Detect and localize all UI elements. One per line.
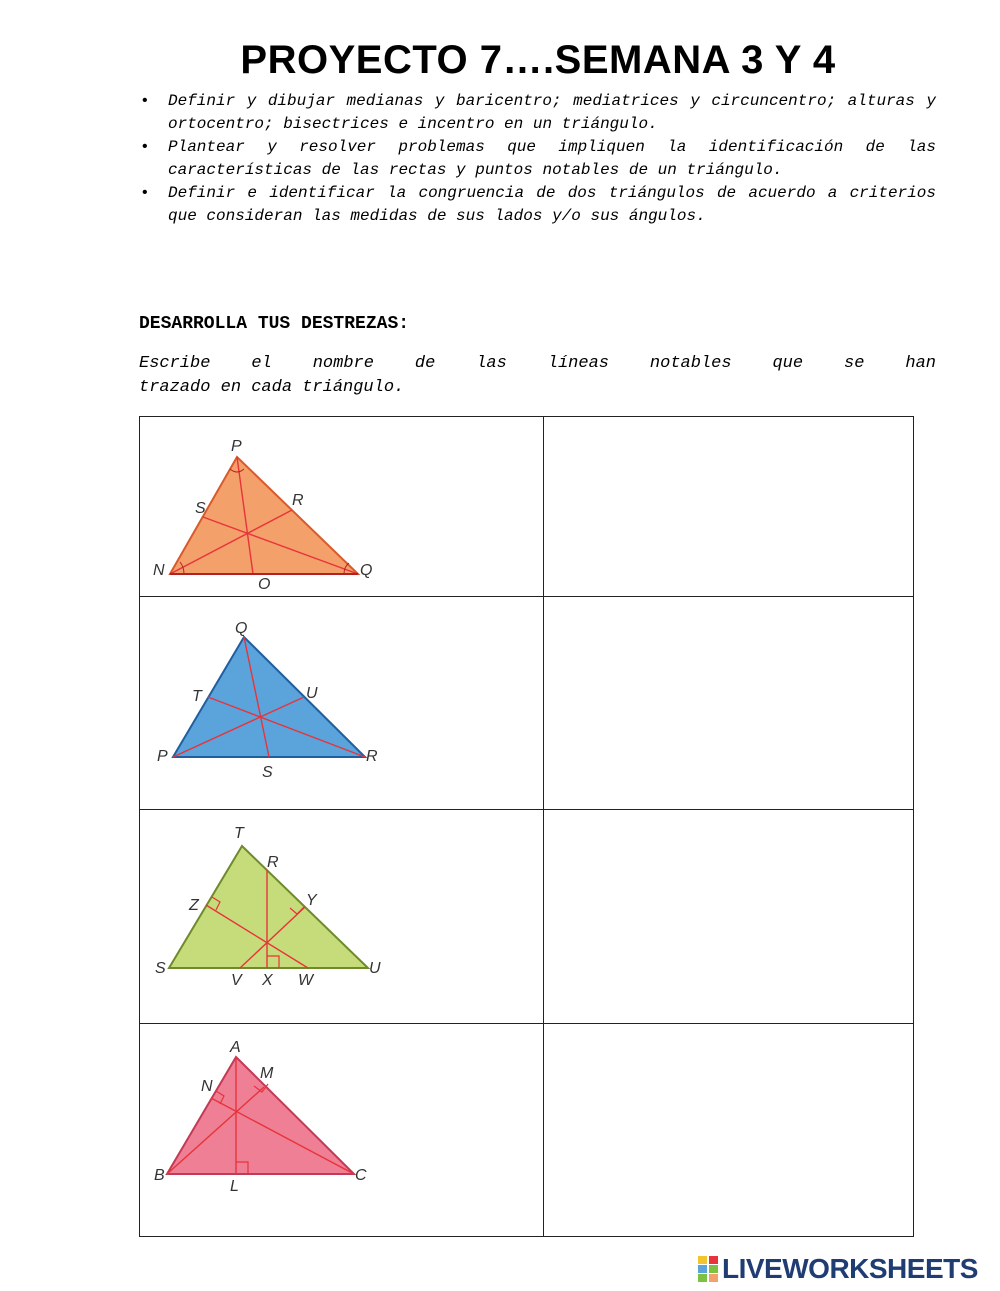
point-label: L <box>230 1178 239 1195</box>
vertex-label: B <box>154 1167 165 1184</box>
page-title: PROYECTO 7….SEMANA 3 Y 4 <box>240 38 836 82</box>
table-row <box>140 1024 914 1237</box>
point-label: R <box>267 854 279 871</box>
point-label: Z <box>189 897 199 914</box>
vertex-label: Q <box>235 620 248 637</box>
instruction-line-2: trazado en cada triángulo. <box>139 378 405 397</box>
figure-cell-perpendicular-bisectors <box>140 810 544 1024</box>
objectives-list <box>140 90 936 228</box>
triangle-shape <box>173 637 365 757</box>
table-row <box>140 417 914 597</box>
vertex-label: R <box>366 748 378 765</box>
exercise-table <box>139 416 914 1237</box>
triangle-figure-3 <box>140 810 543 1018</box>
vertex-label: U <box>369 960 381 977</box>
point-label: V <box>231 972 242 989</box>
objective-text: Definir y dibujar medianas y baricentro; mediatrices y circuncentro; alturas y ortocentro; bisectrices e incentro en un triángulo. <box>168 92 936 133</box>
table-row <box>140 810 914 1024</box>
point-label: Y <box>306 892 317 909</box>
vertex-label: P <box>231 438 242 455</box>
point-label: W <box>298 972 314 989</box>
brand-name: LIVEWORKSHEETS <box>722 1253 978 1284</box>
bullet-icon: • <box>140 184 150 202</box>
vertex-label: P <box>157 748 168 765</box>
objective-item <box>140 182 936 227</box>
instruction-text <box>139 352 936 400</box>
point-label: S <box>195 500 206 517</box>
triangle-figure-4 <box>140 1024 543 1231</box>
point-label: S <box>262 764 273 781</box>
bullet-icon: • <box>140 138 150 156</box>
answer-cell[interactable] <box>544 417 914 597</box>
point-label: N <box>201 1078 213 1095</box>
point-label: M <box>260 1065 274 1082</box>
answer-cell[interactable] <box>544 597 914 810</box>
triangle-figure-2 <box>140 597 543 804</box>
figure-cell-medians-2 <box>140 597 544 810</box>
figure-cell-medians <box>140 417 544 597</box>
figure-cell-altitudes <box>140 1024 544 1237</box>
section-heading: DESARROLLA TUS DESTREZAS: <box>139 314 410 334</box>
bullet-icon: • <box>140 92 150 110</box>
vertex-label: T <box>234 825 244 842</box>
objective-text: Definir e identificar la congruencia de dos triángulos de acuerdo a criterios que consideran las medidas de sus lados y/o sus ángulos. <box>168 184 936 225</box>
liveworksheets-logo-icon <box>697 1254 721 1284</box>
vertex-label: A <box>230 1039 241 1056</box>
triangle-figure-1 <box>140 417 543 591</box>
vertex-label: N <box>153 562 165 579</box>
point-label: O <box>258 576 271 591</box>
vertex-label: Q <box>360 562 373 579</box>
point-label: R <box>292 492 304 509</box>
vertex-label: S <box>155 960 166 977</box>
objective-item <box>140 136 936 181</box>
point-label: T <box>192 688 202 705</box>
objective-item <box>140 90 936 135</box>
objective-text: Plantear y resolver problemas que impliquen la identificación de las características de las rectas y puntos notables de un triángulo. <box>168 138 936 179</box>
instruction-line-1: Escribe el nombre de las líneas notables que se han <box>139 354 936 373</box>
vertex-label: C <box>355 1167 367 1184</box>
answer-cell[interactable] <box>544 1024 914 1237</box>
table-row <box>140 597 914 810</box>
point-label: X <box>262 972 273 989</box>
point-label: U <box>306 685 318 702</box>
answer-cell[interactable] <box>544 810 914 1024</box>
